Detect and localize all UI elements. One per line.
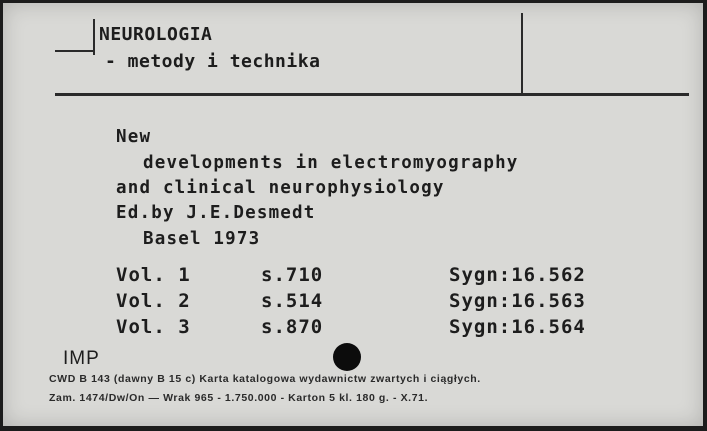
header-short-rule bbox=[55, 50, 95, 52]
entry-line-2: developments in electromyography bbox=[143, 153, 519, 173]
header-left-vertical-rule bbox=[93, 19, 95, 55]
footer-line-2: Zam. 1474/Dw/On — Wrak 965 - 1.750.000 - Karton 5 kl. 180 g. - X.71. bbox=[49, 392, 429, 404]
volume-2-label: Vol. 2 bbox=[116, 290, 191, 312]
header-title: NEUROLOGIA bbox=[99, 24, 213, 45]
entry-line-5: Basel 1973 bbox=[143, 229, 261, 249]
volume-2-pages: s.514 bbox=[261, 290, 324, 312]
volume-1-label: Vol. 1 bbox=[116, 264, 191, 286]
entry-line-1: New bbox=[116, 127, 152, 147]
volume-3-callnumber: Sygn:16.564 bbox=[449, 316, 586, 338]
entry-line-3: and clinical neurophysiology bbox=[116, 178, 445, 198]
volume-3-pages: s.870 bbox=[261, 316, 324, 338]
catalog-card bbox=[3, 3, 703, 426]
volume-3-label: Vol. 3 bbox=[116, 316, 191, 338]
imp-stamp: IMP bbox=[63, 348, 100, 369]
volume-1-pages: s.710 bbox=[261, 264, 324, 286]
volume-2-callnumber: Sygn:16.563 bbox=[449, 290, 586, 312]
entry-line-4: Ed.by J.E.Desmedt bbox=[116, 203, 316, 223]
header-bottom-rule bbox=[55, 93, 689, 96]
footer-line-1: CWD B 143 (dawny B 15 c) Karta katalogowa wydawnictw zwartych i ciągłych. bbox=[49, 373, 481, 385]
header-subtitle: - metody i technika bbox=[105, 51, 321, 72]
header-right-vertical-rule bbox=[521, 13, 523, 93]
punch-hole bbox=[333, 343, 361, 371]
volume-1-callnumber: Sygn:16.562 bbox=[449, 264, 586, 286]
